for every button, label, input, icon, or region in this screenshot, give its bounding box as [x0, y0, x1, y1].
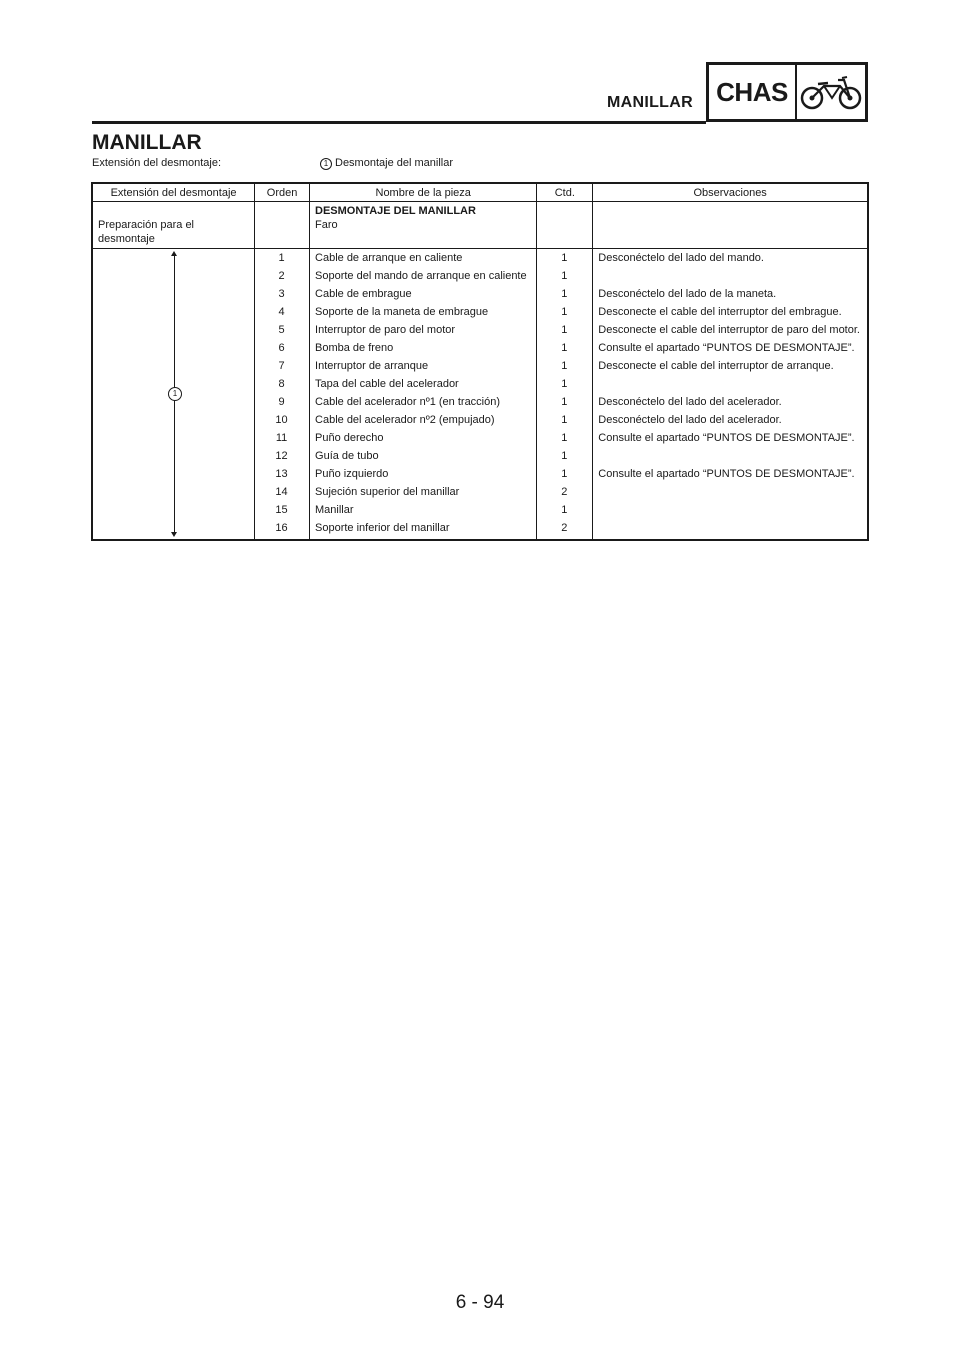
row-notes — [593, 483, 868, 501]
row-notes: Consulte el apartado “PUNTOS DE DESMONTAJE”. — [593, 465, 868, 483]
row-part: Soporte inferior del manillar — [310, 519, 537, 540]
row-order: 2 — [255, 267, 310, 285]
row-part: Soporte de la maneta de embrague — [310, 303, 537, 321]
extent-range-cell — [92, 249, 255, 541]
row-order: 6 — [255, 339, 310, 357]
row-part: Cable del acelerador nº1 (en tracción) — [310, 393, 537, 411]
table-header-row — [92, 183, 868, 202]
row-qty: 1 — [537, 339, 593, 357]
chapter-code: CHAS — [709, 65, 797, 119]
row-qty: 1 — [537, 411, 593, 429]
col-header-extent: Extensión del desmontaje — [92, 183, 255, 202]
prep-notes — [593, 202, 868, 249]
row-part: Puño izquierdo — [310, 465, 537, 483]
row-order: 4 — [255, 303, 310, 321]
header-rule — [92, 121, 706, 124]
row-notes — [593, 501, 868, 519]
row-qty: 1 — [537, 321, 593, 339]
table-row — [92, 249, 868, 268]
section-header-title: MANILLAR — [607, 94, 693, 111]
row-part: Interruptor de paro del motor — [310, 321, 537, 339]
chapter-badge — [706, 62, 868, 122]
row-part: Puño derecho — [310, 429, 537, 447]
section-heading: DESMONTAJE DEL MANILLAR — [315, 205, 476, 217]
row-notes: Desconéctelo del lado del mando. — [593, 249, 868, 268]
scope-label: Extensión del desmontaje: — [92, 157, 222, 169]
row-order: 7 — [255, 357, 310, 375]
row-notes: Desconéctelo del lado del acelerador. — [593, 411, 868, 429]
col-header-part: Nombre de la pieza — [310, 183, 537, 202]
col-header-qty: Ctd. — [537, 183, 593, 202]
row-qty: 1 — [537, 267, 593, 285]
row-order: 14 — [255, 483, 310, 501]
row-order: 16 — [255, 519, 310, 540]
row-notes: Desconecte el cable del interruptor de arranque. — [593, 357, 868, 375]
scope-description — [320, 157, 453, 170]
row-qty: 2 — [537, 519, 593, 540]
arrow-down-icon — [171, 532, 177, 537]
row-order: 9 — [255, 393, 310, 411]
row-qty: 1 — [537, 303, 593, 321]
prep-qty — [537, 202, 593, 249]
range-arrow — [169, 251, 181, 537]
row-qty: 1 — [537, 501, 593, 519]
row-order: 13 — [255, 465, 310, 483]
prep-part-cell — [310, 202, 537, 249]
row-part: Cable de arranque en caliente — [310, 249, 537, 268]
prep-row — [92, 202, 868, 249]
row-part: Manillar — [310, 501, 537, 519]
row-order: 10 — [255, 411, 310, 429]
row-order: 8 — [255, 375, 310, 393]
row-part: Guía de tubo — [310, 447, 537, 465]
row-qty: 1 — [537, 429, 593, 447]
parts-table — [91, 182, 869, 541]
row-qty: 1 — [537, 285, 593, 303]
row-part: Interruptor de arranque — [310, 357, 537, 375]
row-order: 11 — [255, 429, 310, 447]
row-part: Bomba de freno — [310, 339, 537, 357]
col-header-notes: Observaciones — [593, 183, 868, 202]
motorcycle-icon — [797, 65, 865, 119]
row-qty: 1 — [537, 357, 593, 375]
row-qty: 1 — [537, 249, 593, 268]
range-marker: 1 — [168, 387, 182, 401]
disassembly-scope — [92, 157, 872, 170]
row-order: 15 — [255, 501, 310, 519]
row-part: Cable de embrague — [310, 285, 537, 303]
prep-extent: Preparación para el desmontaje — [92, 202, 255, 249]
page-number: 6 - 94 — [455, 1292, 505, 1313]
row-notes — [593, 375, 868, 393]
row-qty: 1 — [537, 447, 593, 465]
scope-marker: 1 — [320, 158, 332, 170]
row-qty: 2 — [537, 483, 593, 501]
row-part: Tapa del cable del acelerador — [310, 375, 537, 393]
row-notes: Desconéctelo del lado de la maneta. — [593, 285, 868, 303]
col-header-order: Orden — [255, 183, 310, 202]
row-notes: Desconecte el cable del interruptor del embrague. — [593, 303, 868, 321]
prep-order — [255, 202, 310, 249]
row-qty: 1 — [537, 465, 593, 483]
row-qty: 1 — [537, 375, 593, 393]
row-order: 1 — [255, 249, 310, 268]
row-notes — [593, 267, 868, 285]
row-part: Sujeción superior del manillar — [310, 483, 537, 501]
row-notes: Desconéctelo del lado del acelerador. — [593, 393, 868, 411]
row-notes: Desconecte el cable del interruptor de paro del motor. — [593, 321, 868, 339]
prep-part: Faro — [315, 219, 338, 231]
row-order: 12 — [255, 447, 310, 465]
row-part: Cable del acelerador nº2 (empujado) — [310, 411, 537, 429]
row-notes: Consulte el apartado “PUNTOS DE DESMONTAJE”. — [593, 429, 868, 447]
row-part: Soporte del mando de arranque en caliente — [310, 267, 537, 285]
row-order: 3 — [255, 285, 310, 303]
scope-text: Desmontaje del manillar — [335, 157, 453, 169]
row-notes — [593, 447, 868, 465]
page-title: MANILLAR — [92, 131, 202, 154]
row-order: 5 — [255, 321, 310, 339]
row-qty: 1 — [537, 393, 593, 411]
row-notes — [593, 519, 868, 540]
row-notes: Consulte el apartado “PUNTOS DE DESMONTAJE”. — [593, 339, 868, 357]
